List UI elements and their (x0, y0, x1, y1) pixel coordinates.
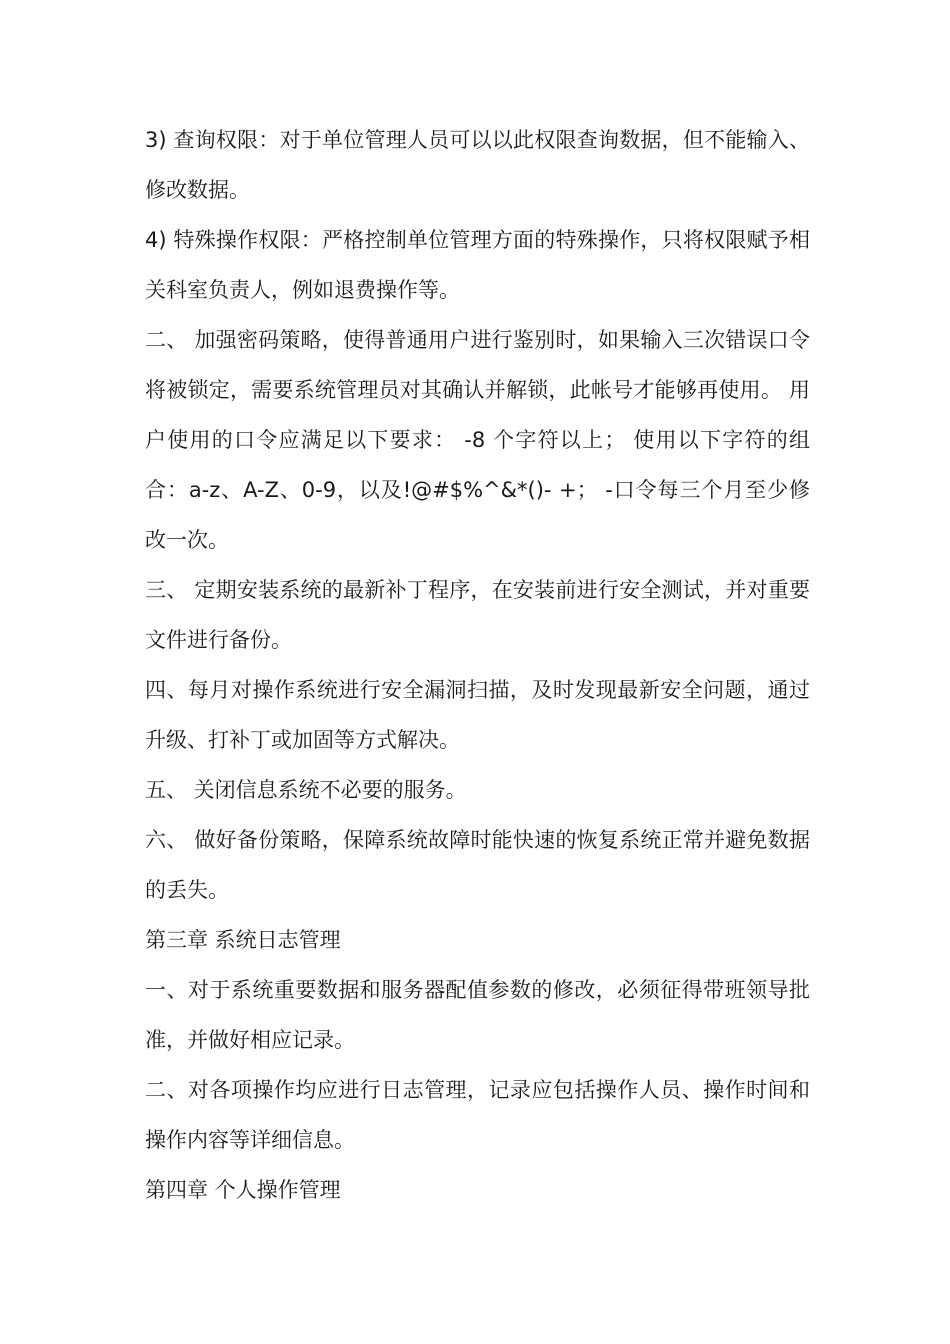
paragraph-config-change-approval: 一、对于系统重要数据和服务器配值参数的修改，必须征得带班领导批准，并做好相应记录。 (145, 978, 810, 1052)
paragraph-special-permission: 4) 特殊操作权限：严格控制单位管理方面的特殊操作，只将权限赋予相关科室负责人，例如退费操作等。 (145, 228, 810, 302)
chapter-heading-personal-operation: 第四章 个人操作管理 (145, 1178, 341, 1202)
paragraph-patch-install: 三、 定期安装系统的最新补丁程序，在安装前进行安全测试，并对重要文件进行备份。 (145, 578, 810, 652)
paragraph-vulnerability-scan: 四、每月对操作系统进行安全漏洞扫描，及时发现最新安全问题，通过升级、打补丁或加固等方式解决。 (145, 678, 810, 752)
paragraph-operation-logging: 二、对各项操作均应进行日志管理，记录应包括操作人员、操作时间和操作内容等详细信息。 (145, 1078, 810, 1152)
document-body (145, 115, 810, 1215)
paragraph-disable-services: 五、 关闭信息系统不必要的服务。 (145, 778, 467, 802)
paragraph-query-permission: 3) 查询权限：对于单位管理人员可以以此权限查询数据，但不能输入、修改数据。 (145, 128, 810, 202)
paragraph-password-policy: 二、 加强密码策略，使得普通用户进行鉴别时，如果输入三次错误口令将被锁定，需要系统管理员对其确认并解锁，此帐号才能够再使用。 用户使用的口令应满足以下要求： -8 个字符以上； 使用以下字符的组合：a-z、A-Z、0-9，以及!@#$%^&*()- +； -口令每三个月至少修改一次。 (145, 328, 810, 552)
chapter-heading-log-management: 第三章 系统日志管理 (145, 928, 341, 952)
paragraph-backup-strategy: 六、 做好备份策略，保障系统故障时能快速的恢复系统正常并避免数据的丢失。 (145, 828, 810, 902)
